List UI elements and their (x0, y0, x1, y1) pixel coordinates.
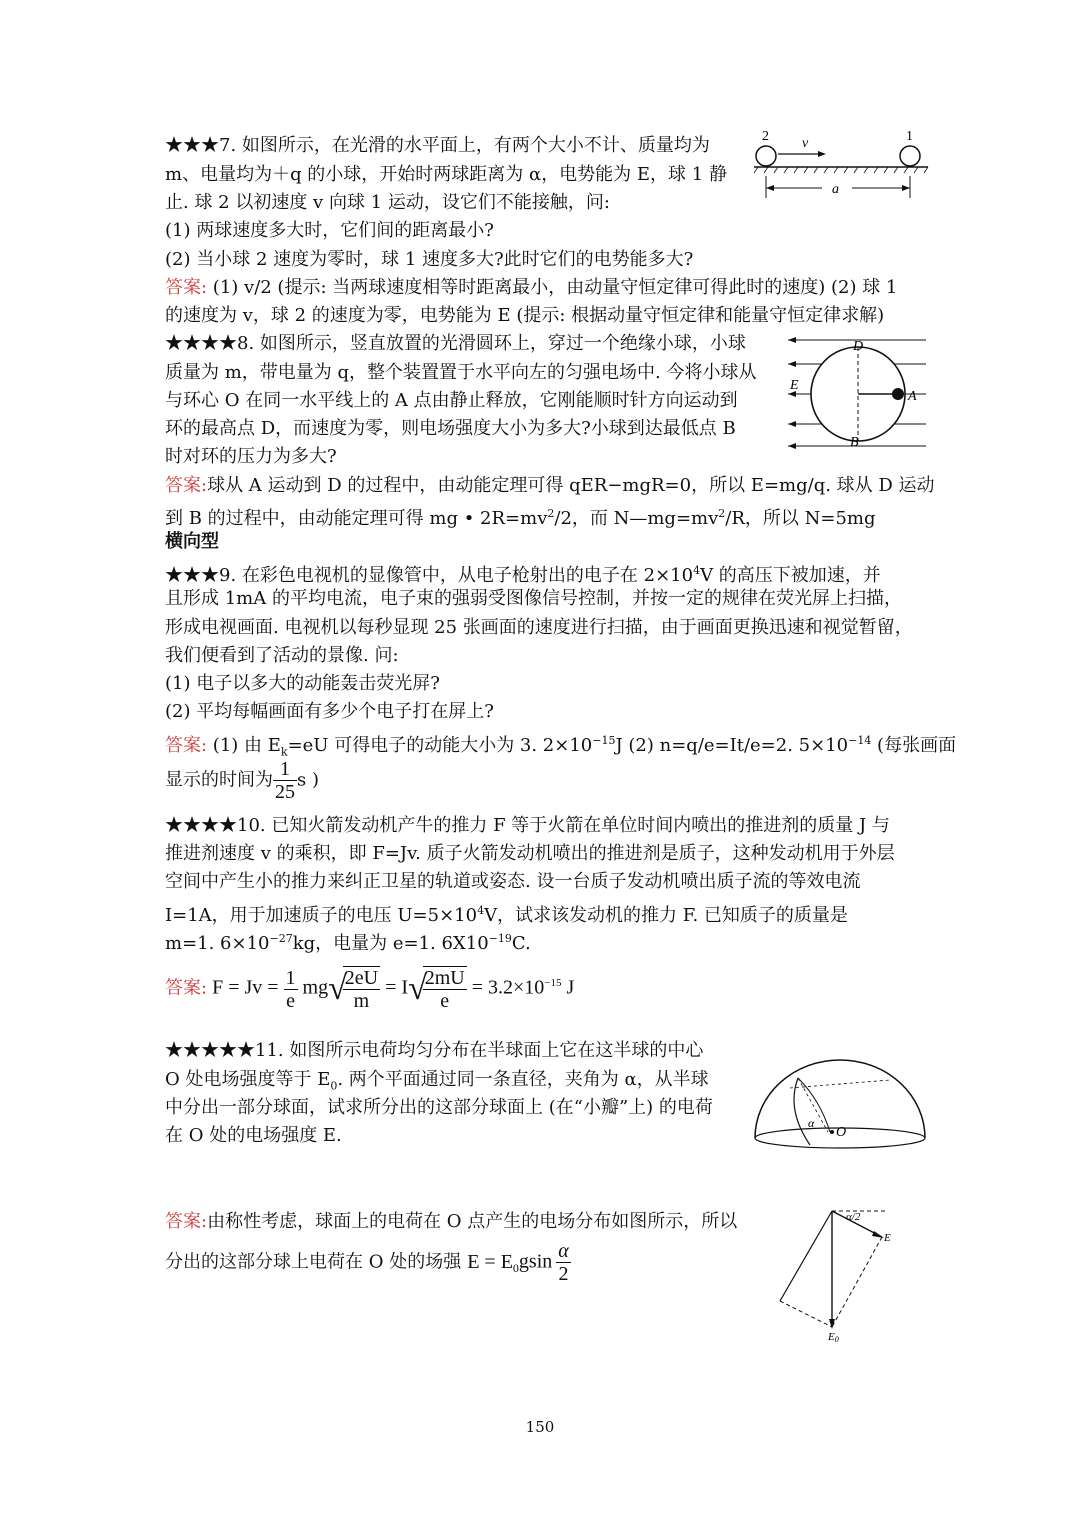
q7-figure (752, 126, 932, 204)
q7-line-1: ★★★7. 如图所示，在光滑的水平面上，有两个大小不计、质量均为 (165, 135, 710, 156)
q8-fig-field-arrowheads (788, 337, 796, 449)
q7-fig-ball2 (756, 146, 776, 166)
q11-line-4: 在 O 处的电场强度 E. (165, 1125, 342, 1146)
q8-figure (784, 334, 930, 452)
q9-line-5: (1) 电子以多大的动能轰击荧光屏? (165, 673, 440, 694)
q9-time-fraction: $\frac{1}{25}$ (275, 758, 295, 803)
q11-fig-E-label: E (884, 1232, 891, 1244)
q8-fig-ball (892, 388, 904, 400)
q10-line-4: I=1A，用于加速质子的电压 $U=5\times 10^4V$，试求该发动机的推力 F. 已知质子的质量是 (165, 904, 848, 926)
q8-line-2: 质量为 m，带电量为 q，整个装置置于水平向左的匀强电场中. 今将小球从 (165, 362, 757, 383)
q11-line-1: ★★★★★11. 如图所示电荷均匀分布在半球面上它在这半球的中心 (165, 1040, 704, 1061)
q7-fig-ball1-label: 1 (906, 129, 913, 144)
q11-fig-O-label: O (836, 1125, 847, 1140)
answer-label: 答案: (165, 977, 208, 999)
q9-line-4: 我们便看到了活动的景像. 问: (165, 645, 399, 666)
q11-hemisphere-figure (750, 1050, 930, 1150)
q7-fig-a-label: a (832, 182, 839, 197)
q9-answer-line-1: 答案: (1) 由 $E_k=eU$ 可得电子的动能大小为 3. $2\times 10^{-15}J$ (2) n=q/e=It/e=2. $5\times 10^{-14}$ (每张画面 (165, 734, 957, 759)
q7-line-5: (2) 当小球 2 速度为零时，球 1 速度多大?此时它们的电势能多大? (165, 249, 694, 270)
q7-answer-line-2: 的速度为 v，球 2 的速度为零，电势能为 E (提示: 根据动量守恒定律和能量守恒定律求解) (165, 305, 885, 326)
q11-line-2: O 处电场强度等于 $E_0$. 两个平面通过同一条直径，夹角为 α，从半球 (165, 1069, 709, 1093)
q9-line-6: (2) 平均每幅画面有多少个电子打在屏上? (165, 701, 494, 722)
q10-root-2: $\frac{2mU}{e}$ (424, 967, 465, 1012)
answer-label: 答案: (165, 1211, 208, 1232)
q8-fig-B-label: B (850, 435, 859, 450)
q11-answer-text: 由称性考虑，球面上的电荷在 O 点产生的电场分布如图所示，所以 (207, 1211, 738, 1232)
answer-label: 答案: (165, 735, 208, 756)
q9-line-2: 且形成 1mA 的平均电流，电子束的强弱受图像信号控制，并按一定的规律在荧光屏上扫描， (165, 588, 902, 609)
q9-line-1: ★★★9. 在彩色电视机的显像管中，从电子枪射出的电子在 $2\times 10^4V$ 的高压下被加速，并 (165, 564, 881, 586)
q8-fig-E-label: E (790, 378, 799, 393)
q10-fraction-1-over-e: $\frac{1}{e}$ (285, 966, 296, 1012)
q8-line-3: 与环心 O 在同一水平线上的 A 点由静止释放，它刚能顺时针方向运动到 (165, 390, 738, 411)
q9-answer-line-2: 显示的时间为 $\frac{1}{25}$ s ) (165, 758, 319, 803)
q7-line-2: m、电量均为＋q 的小球，开始时两球距离为 α，电势能为 E，球 1 静 (165, 164, 727, 185)
q11-answer-line-1 (165, 1211, 737, 1233)
q8-line-4: 环的最高点 D，而速度为零，则电场强度大小为多大?小球到达最低点 B (165, 418, 736, 439)
q10-root-1: $\frac{2eU}{m}$ (344, 967, 379, 1012)
q8-fig-D-label: D (853, 339, 864, 354)
q7-line-4: (1) 两球速度多大时，它们间的距离最小? (165, 220, 494, 241)
q7-fig-ball1 (900, 146, 920, 166)
q8-fig-A-label: A (908, 389, 917, 404)
q11-fig-alpha-half-label: α/2 (846, 1211, 861, 1223)
q8-line-1: ★★★★8. 如图所示，竖直放置的光滑圆环上，穿过一个绝缘小球，小球 (165, 333, 746, 354)
q11-fig-E0-label: E0 (828, 1331, 839, 1343)
q10-line-5: m=1. $6\times 10^{-27}kg$，电量为 e=1. $6X10^{-19}C$. (165, 932, 531, 954)
q7-answer-text: (1) v/2 (提示: 当两球速度相等时距离最小，由动量守恒定律可得此时的速度) (2) 球 1 (207, 277, 898, 298)
page-number: 150 (525, 1418, 555, 1436)
q11-answer-line-2: 分出的这部分球上电荷在 O 处的场强 $E = E_0gsin$ $\frac{\alpha}{2}$ (165, 1240, 569, 1285)
q11-line-3: 中分出一部分球面，试求所分出的这部分球面上 (在“小瓣”上) 的电荷 (165, 1097, 713, 1118)
answer-label: 答案: (165, 475, 208, 496)
q7-fig-ball2-label: 2 (762, 129, 769, 144)
q7-answer-line-1 (165, 277, 897, 299)
q10-answer-formula: 答案: F = Jv = $\frac{1}{e}$ mg√ $\frac{2eU}{m}$ = I√ $\frac{2mU}{e}$ = $3.2\times 10^{-15}$ J (165, 966, 575, 1012)
q8-answer-line-1 (165, 475, 935, 497)
q7-fig-ground-hatch (754, 167, 928, 173)
q10-line-1: ★★★★10. 已知火箭发动机产牛的推力 F 等于火箭在单位时间内喷出的推进剂的质量 J 与 (165, 815, 890, 836)
q11-alpha-over-2: $\frac{\alpha}{2}$ (558, 1240, 569, 1285)
q8-line-5: 时对环的压力为多大? (165, 446, 337, 467)
q7-line-3: 止. 球 2 以初速度 v 向球 1 运动，设它们不能接触，问: (165, 192, 610, 213)
q8-answer-line-2: 到 B 的过程中，由动能定理可得 mg • $2R=mv^2/2$，而 $N—mg=mv^2/R$，所以 N=5mg (165, 507, 876, 529)
q10-line-2: 推进剂速度 v 的乘积，即 F=Jv. 质子火箭发动机喷出的推进剂是质子，这种发动机用于外层 (165, 843, 895, 864)
answer-label: 答案: (165, 277, 208, 298)
q9-line-3: 形成电视画面. 电视机以每秒显现 25 张画面的速度进行扫描，由于画面更换迅速和视觉暂留， (165, 617, 913, 638)
q11-vector-figure (774, 1205, 894, 1343)
q8-answer-text: 球从 A 运动到 D 的过程中，由动能定理可得 qER−mgR=0，所以 E=mg/q. 球从 D 运动 (207, 475, 935, 496)
q11-fig-alpha-label: α (808, 1116, 815, 1130)
section-heading: 横向型 (165, 531, 219, 552)
q10-line-3: 空间中产生小的推力来纠正卫星的轨道或姿态. 设一台质子发动机喷出质子流的等效电流 (165, 871, 861, 892)
q7-fig-v-label: v (802, 136, 809, 151)
